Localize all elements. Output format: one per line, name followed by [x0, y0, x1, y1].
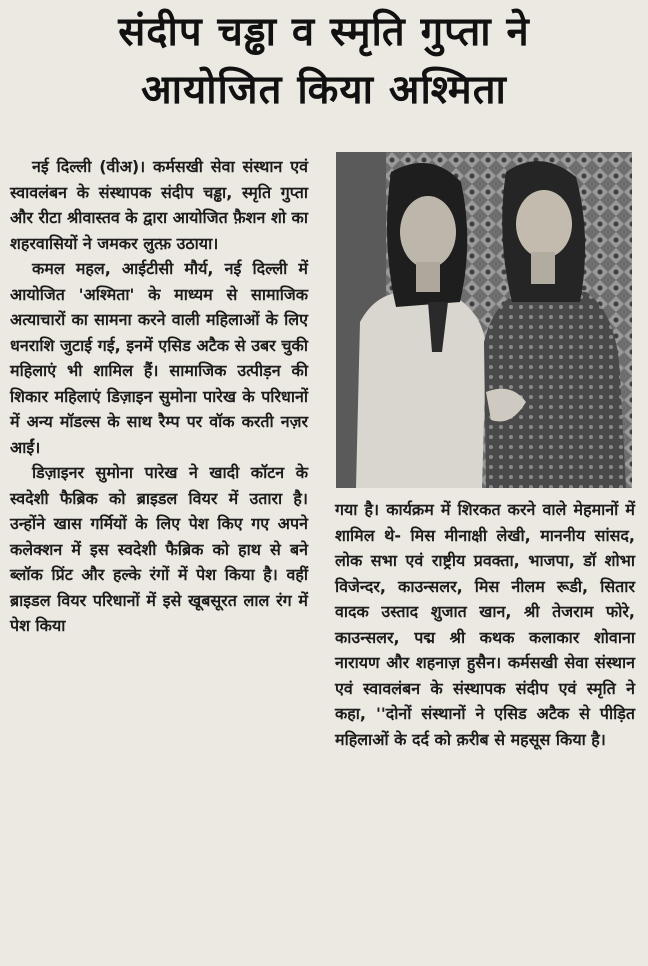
left-column	[10, 154, 308, 639]
left-paragraph-3: डिज़ाइनर सुमोना पारेख ने खादी कॉटन के स्वदेशी फैब्रिक को ब्राइडल वियर में उतारा है। उन्होंने खास गर्मियों के लिए पेश किए गए अपने कलेक्शन में इस स्वदेशी फैब्रिक को हाथ से बने ब्लॉक प्रिंट और हल्के रंगों में पेश किया है। वहीं ब्राइडल वियर परिधानों में इसे खूबसूरत लाल रंग में पेश किया	[10, 463, 308, 635]
left-paragraph-1: नई दिल्ली (वीअ)। कर्मसखी सेवा संस्थान एवं स्वावलंबन के संस्थापक संदीप चड्ढा, स्मृति गुप्ता और रीटा श्रीवास्तव के द्वारा आयोजित फ़ैशन शो का शहरवासियों ने जमकर लुत्फ़ उठाया।	[10, 157, 308, 253]
headline-line-2: आयोजित किया अश्मिता	[141, 67, 507, 113]
right-column	[335, 497, 635, 752]
article-photo	[336, 152, 632, 488]
headline-line-1: संदीप चड्ढा व स्मृति गुप्ता ने	[118, 9, 530, 55]
article-headline	[14, 4, 634, 120]
right-paragraph: गया है। कार्यक्रम में शिरकत करने वाले मेहमानों में शामिल थे- मिस मीनाक्षी लेखी, माननीय सांसद, लोक सभा एवं राष्ट्रीय प्रवक्ता, भाजपा, डॉ शोभा विजेन्दर, काउन्सलर, मिस नीलम रूडी, सितार वादक उस्ताद शुजात खान, श्री तेजराम फोरे, काउन्सलर, पद्म श्री कथक कलाकार शोवाना नारायण और शहनाज़ हुसैन। कर्मसखी सेवा संस्थान एवं स्वावलंबन के संस्थापक संदीप एवं स्मृति ने कहा, ''दोनों संस्थानों ने एसिड अटैक से पीड़ित महिलाओं के दर्द को क़रीब से महसूस किया है।	[335, 500, 635, 749]
photo-two-women	[336, 152, 632, 488]
left-paragraph-2: कमल महल, आईटीसी मौर्य, नई दिल्ली में आयोजित 'अश्मिता' के माध्यम से सामाजिक अत्याचारों का सामना करने वाली महिलाओं के लिए धनराशि जुटाई गई, इनमें एसिड अटैक से उबर चुकी महिलाएं भी शामिल हैं। सामाजिक उत्पीड़न की शिकार महिलाएं डिज़ाइन सुमोना पारेख के परिधानों में अन्य मॉडल्स के साथ रैम्प पर वॉक करती नज़र आईं।	[10, 259, 308, 457]
